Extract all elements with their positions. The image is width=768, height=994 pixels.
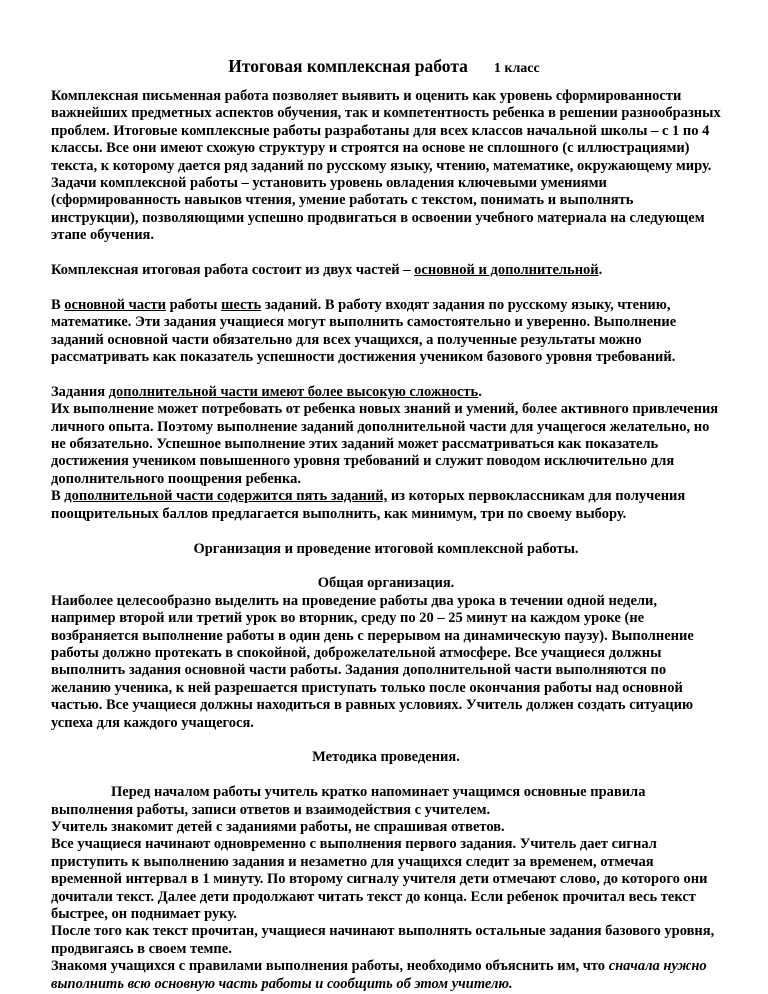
document-body [51,88,721,993]
extra-part-underlined-1: дополнительной части имеют более высокую сложность [108,383,479,400]
extra-part-tasks [51,488,721,523]
extra-part-text-1: Задания [51,383,109,400]
intro-paragraph: Комплексная письменная работа позволяет выявить и оценить как уровень сформированности важнейших предметных аспектов обучения, так и компетентность ребенка в решении разнообразных проблем. Итоговые комплексные работы разработаны для всех классов начальной школы – с 1 по 4 классы. Все они имеют схожую структуру и строятся на основе не сплошного (с иллюстрациями) текста, к которому дается ряд заданий по русскому языку, чтению, математике, окружающему миру. Задачи комплексной работы – установить уровень овладения ключевыми умениями (сформированность навыков чтения, умение работать с текстом, понимать и выполнять инструкции), позволяющими успешно продвигаться в освоении учебного материала на следующем этапе обучения. [51,88,721,244]
main-part-text-3: заданий. В работу входят задания по русскому языку, чтению, математике. Эти задания учащиеся могут выполнить самостоятельно и уверенно. Выполнение заданий основной части обязательно для всех учащихся, а полученные результаты можно рассматривать как показатель успешности достижения учеником базового уровня требований. [51,296,677,366]
main-part-text-2: работы [165,296,222,313]
main-part-text-1: В [51,296,65,313]
method-paragraph-1: Перед началом работы учитель кратко напоминает учащимся основные правила выполнения работы, записи ответов и взаимодействия с учителем. [51,784,646,818]
title-main: Итоговая комплексная работа [228,56,468,76]
structure-paragraph [51,262,721,279]
extra-part-text-2: . [478,383,482,400]
document-title [0,56,768,79]
structure-text: Комплексная итоговая работа состоит из двух частей – [51,262,415,279]
method-paragraph-2: Учитель знакомит детей с заданиями работы, не спрашивая ответов. [51,818,505,835]
extra-part-text-4: из которых первоклассникам для получения поощрительных баллов предлагается выполнить, как минимум, три по своему выбору. [51,488,686,522]
extra-part-details: Их выполнение может потребовать от ребенка новых знаний и умений, более активного привлечения личного опыта. Поэтому выполнение заданий дополнительной части для учащегося желательно, но не обязательно. Успешное выполнение этих заданий может рассматриваться как показатель достижения учеником повышенного уровня требований и служит поводом исключительно для дополнительного поощрения ребенка. [51,401,719,487]
method-paragraph-4: После того как текст прочитан, учащиеся начинают выполнять остальные задания базового уровня, продвигаясь в своем темпе. [51,923,715,957]
method-paragraph-5-text: Знакомя учащихся с правилами выполнения работы, необходимо объяснить им, что [51,958,609,975]
main-part-underlined-1: основной части [64,296,166,313]
extra-part-text-3: В [51,488,65,505]
structure-underlined: основной и дополнительной [414,262,599,279]
method-paragraph-5 [51,958,721,993]
main-part-paragraph [51,297,721,367]
method-paragraph-3: Все учащиеся начинают одновременно с выполнения первого задания. Учитель дает сигнал приступить к выполнению задания и незаметно для учащихся следит за временем, отмечая временной интервал в 1 минуту. По второму сигналу учителя дети отмечают слово, до которого они дочитали текст. Далее дети продолжают читать текст до конца. Если ребенок прочитал весь текст быстрее, он поднимает руку. [51,836,708,922]
title-grade: 1 класс [493,61,540,76]
heading-organization: Организация и проведение итоговой комплексной работы. [193,540,579,557]
structure-end: . [598,262,603,279]
extra-part-underlined-2: дополнительной части содержится пять заданий, [64,488,388,505]
main-part-underlined-2: шесть [221,296,262,313]
heading-method: Методика проведения. [312,749,460,766]
heading-general: Общая организация. [317,575,455,592]
general-paragraph: Наиболее целесообразно выделить на проведение работы два урока в течении одной недели, например второй или третий урок во вторник, среду по 20 – 25 минут на каждом уроке (не возбраняется выполнение работы в один день с перерывом на динамическую паузу). Выполнение работы должно протекать в спокойной, доброжелательной атмосфере. Все учащиеся должны выполнить задания основной части работы. Задания дополнительной части выполняются по желанию ученика, к ней разрешается приступать только после окончания работы над основной частью. Все учащиеся должны находиться в равных условиях. Учитель должен создать ситуацию успеха для каждого учащегося. [51,592,694,731]
extra-part-paragraph [51,384,721,401]
method-paragraph-5-italic: сначала нужно выполнить всю основную часть работы и сообщить об этом учителю. [51,958,707,992]
